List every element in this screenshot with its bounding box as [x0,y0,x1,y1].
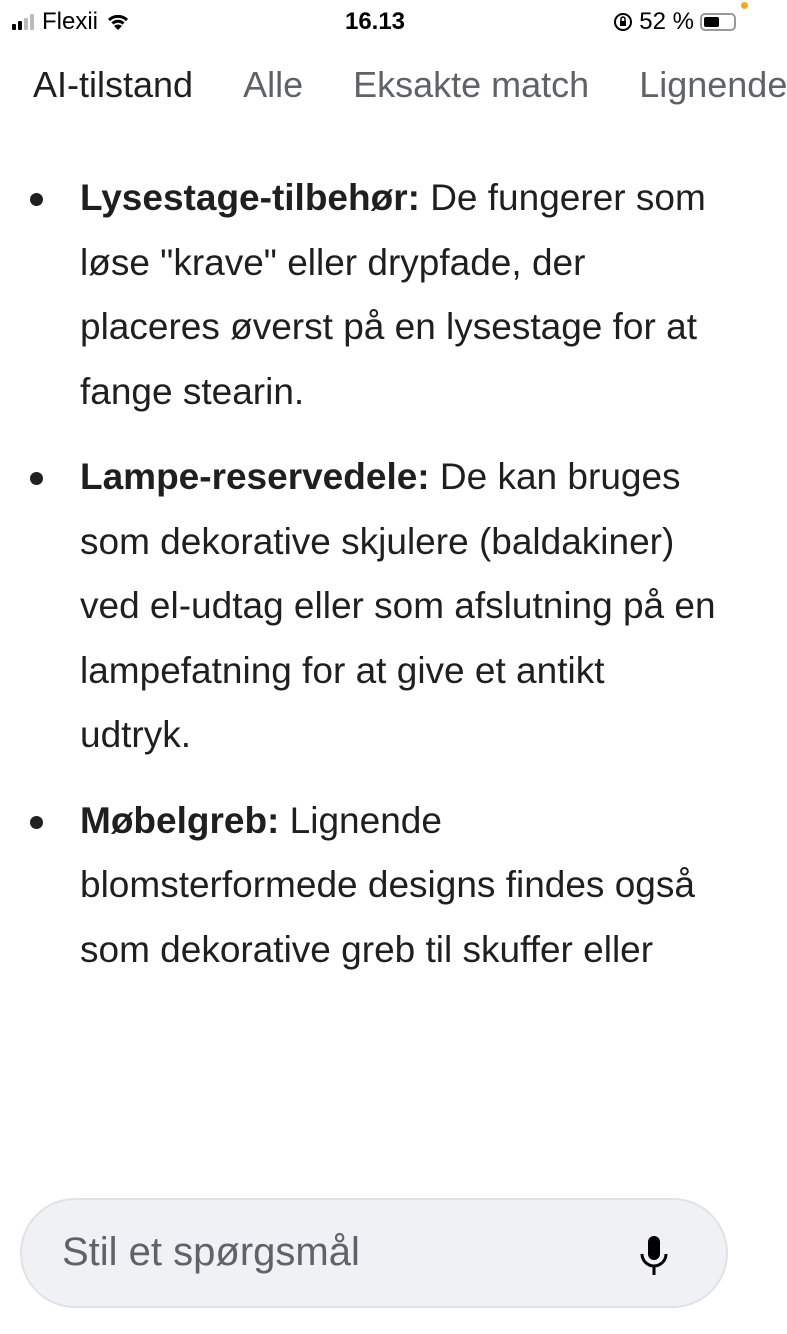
item-text: Lignende blomsterformede designs findes også som dekorative greb til skuffer eller [80,799,695,970]
list-item [0,166,720,424]
tab-similar[interactable]: Lignende [639,64,787,105]
search-tabs [33,64,787,106]
bullet-icon [30,193,43,206]
battery-percent: 52 % [639,8,694,35]
item-title: Lysestage-tilbehør: [80,177,420,218]
privacy-indicator [741,2,748,9]
rotation-lock-icon [613,12,633,32]
ask-input-placeholder: Stil et spørgsmål [62,1230,360,1274]
list-item [0,445,720,768]
ask-input[interactable] [20,1198,728,1308]
battery-icon [700,13,736,31]
item-text: De kan bruges som dekorative skjulere (baldakiner) ved el-udtag eller som afslutning på en lampefatning for at give et antikt udtryk. [80,456,716,755]
bullet-icon [30,472,43,485]
list-item [0,789,720,983]
tab-all[interactable]: Alle [243,64,304,105]
tab-exact-match[interactable]: Eksakte match [353,64,590,105]
item-text: De fungerer som løse "krave" eller drypfade, der placeres øverst på en lysestage for at fange stearin. [80,177,706,412]
carrier-name: Flexii [42,8,99,35]
item-title: Møbelgreb: [80,799,280,841]
tab-ai-mode[interactable]: AI-tilstand [33,64,194,105]
clock: 16.13 [344,8,406,35]
bullet-icon [30,816,43,829]
ai-answer [0,166,750,1166]
status-bar [0,0,750,44]
item-title: Lampe-reservedele: [80,456,430,497]
microphone-icon[interactable] [638,1234,670,1276]
